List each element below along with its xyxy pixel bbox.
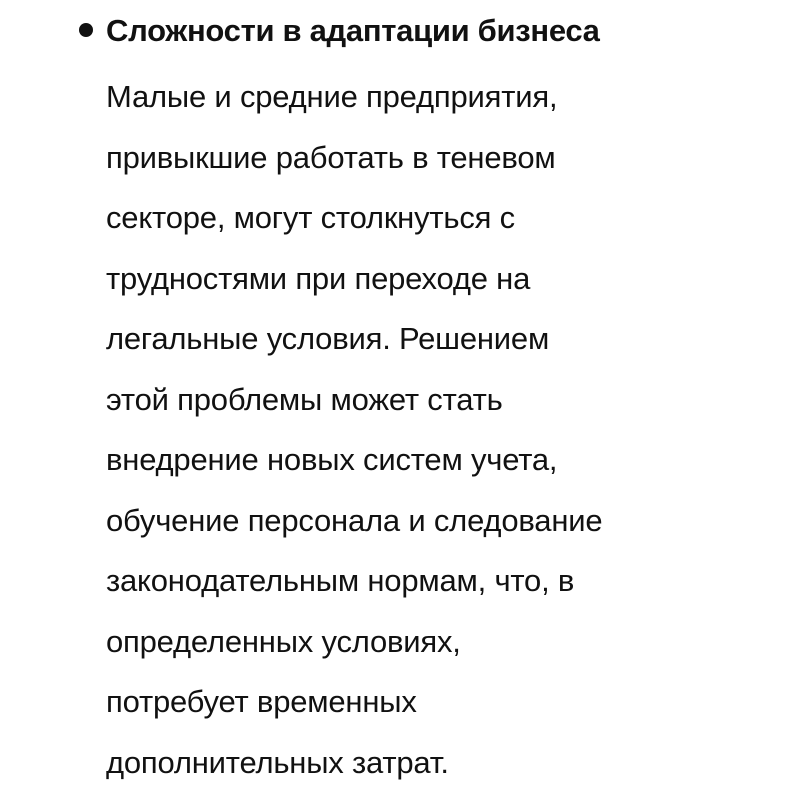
body-line: этой проблемы может стать [106, 381, 503, 417]
body-line: привыкшие работать в теневом [106, 139, 556, 175]
body-line: легальные условия. Решением [106, 321, 550, 356]
bullet-dot-icon [79, 23, 93, 37]
body-line: потребует временных [106, 684, 417, 719]
body-line: внедрение новых систем учета, [106, 442, 558, 477]
body-line: секторе, могут столкнуться с [106, 200, 515, 235]
body-line: определенных условиях, [106, 623, 461, 659]
item-title: Сложности в адаптации бизнеса [106, 13, 600, 48]
body-line: законодательным нормам, что, в [106, 563, 575, 598]
body-line: дополнительных затрат. [106, 744, 449, 780]
item-body [106, 67, 786, 793]
body-line: трудностями при переходе на [106, 260, 531, 296]
body-line: обучение персонала и следование [106, 502, 603, 538]
body-line: Малые и средние предприятия, [106, 79, 558, 114]
